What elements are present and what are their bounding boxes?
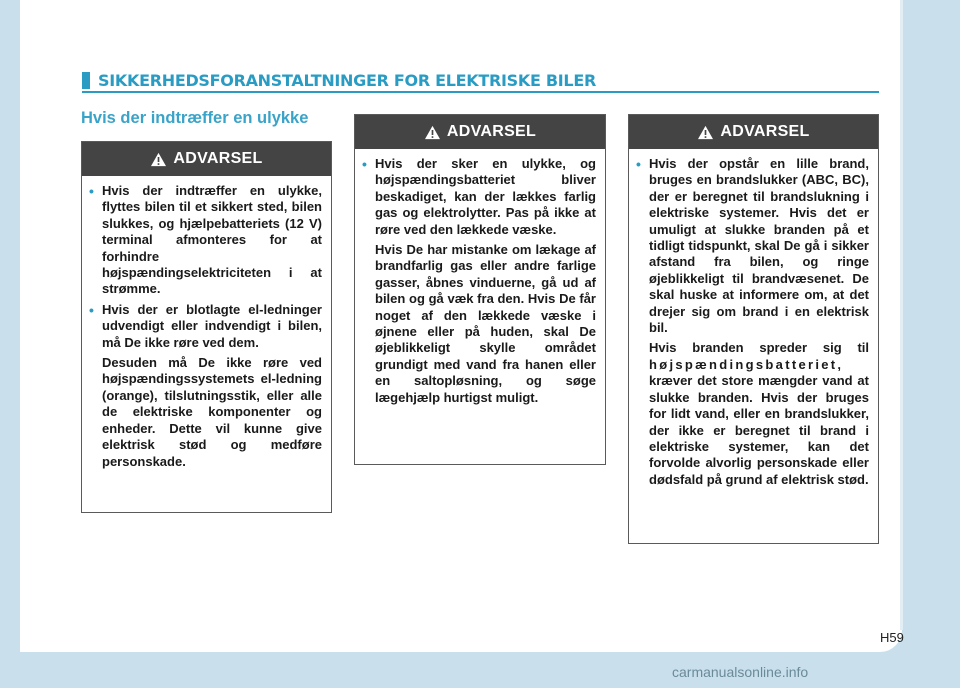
paragraph-text: Hvis branden spreder sig til: [649, 340, 869, 356]
warning-box-3: [628, 114, 879, 544]
page-number: H59: [880, 630, 904, 645]
paragraph: [649, 340, 869, 488]
page-edge: [900, 0, 903, 630]
warning-box-1: [81, 141, 332, 513]
list-item-text: Hvis der er blotlagte el-ledninger udvendigt eller indvendigt i bilen, må De ikke røre ved dem.: [102, 301, 322, 350]
bullet-dot: •: [89, 301, 94, 318]
warning-triangle-icon: [424, 125, 441, 140]
warning-body: [355, 149, 605, 418]
warning-header: [629, 115, 878, 149]
warning-body: [82, 176, 331, 482]
paragraph: Hvis De har mistanke om lækage af brandfarlig gas eller andre farlige gasser, åbnes vinduerne, gå ud af bilen og gå væk fra den. Hvis De får noget af den lækkede væske i øjnene eller på huden, skal De øjeblikkeligt skylle området grundigt med vand fra hanen eller en saltopløsning, og søge lægehjælp hurtigst muligt.: [375, 242, 596, 405]
chapter-title: SIKKERHEDSFORANSTALTNINGER FOR ELEKTRISKE BILER: [98, 71, 596, 90]
header-rule: [82, 91, 879, 93]
list-item: [89, 183, 322, 298]
warning-body: [629, 149, 878, 500]
warning-heading: ADVARSEL: [720, 123, 810, 140]
warning-box-2: [354, 114, 606, 465]
warning-header: [82, 142, 331, 176]
header-accent-bar: [82, 72, 90, 89]
list-item-text: Hvis der opstår en lille brand, bruges en brandslukker (ABC, BC), der er beregnet til brandslukning i elektriske systemer. Hvis det er umuligt at slukke branden på et tidligt tidspunkt, skal De gå i sikker afstand fra bilen, og ringe øjeblikkeligt til brandvæsenet. De skal huske at informere om, at det drejer sig om brand i en elektrisk bil.: [649, 156, 869, 336]
warning-triangle-icon: [697, 125, 714, 140]
warning-triangle-icon: [150, 152, 167, 167]
bullet-dot: •: [89, 183, 94, 199]
list-item: [362, 156, 596, 238]
paragraph: Desuden må De ikke røre ved højspændingssystemets el-ledning (orange), tilslutningsstik, eller alle de elektriske komponenter og enheder. Dette vil kunne give elektrisk stød og medføre personskade.: [102, 355, 322, 469]
list-item-text: Hvis der indtræffer en ulykke, flyttes bilen til et sikkert sted, bilen slukkes, og hjælpebatteriets (12 V) terminal afmonteres for at forhindre højspændingselektriciteten i at strømme.: [102, 183, 322, 297]
list-item: [636, 156, 869, 336]
bullet-dot: •: [636, 156, 641, 172]
bullet-dot: •: [362, 156, 367, 172]
watermark: carmanualsonline.info: [672, 664, 809, 680]
paragraph-text-spaced: højspændingsbatteriet,: [649, 356, 844, 372]
warning-header: [355, 115, 605, 149]
section-title: Hvis der indtræffer en ulykke: [81, 109, 309, 127]
list-item: [89, 301, 322, 351]
list-item-text: Hvis der sker en ulykke, og højspændingsbatteriet bliver beskadiget, kan der lækkes farlig gas og elektrolytter. Pas på ikke at røre ved den lækkede væske.: [375, 156, 596, 237]
paragraph-text: kræver det store mængder vand at slukke branden. Hvis der bruges for lidt vand, eller en brandslukker, der ikke er beregnet til brand i elektriske systemer, kan det forvolde alvorlig personskade eller dødsfald på grund af elektrisk stød.: [649, 373, 869, 487]
warning-heading: ADVARSEL: [173, 150, 263, 167]
warning-heading: ADVARSEL: [446, 123, 537, 140]
